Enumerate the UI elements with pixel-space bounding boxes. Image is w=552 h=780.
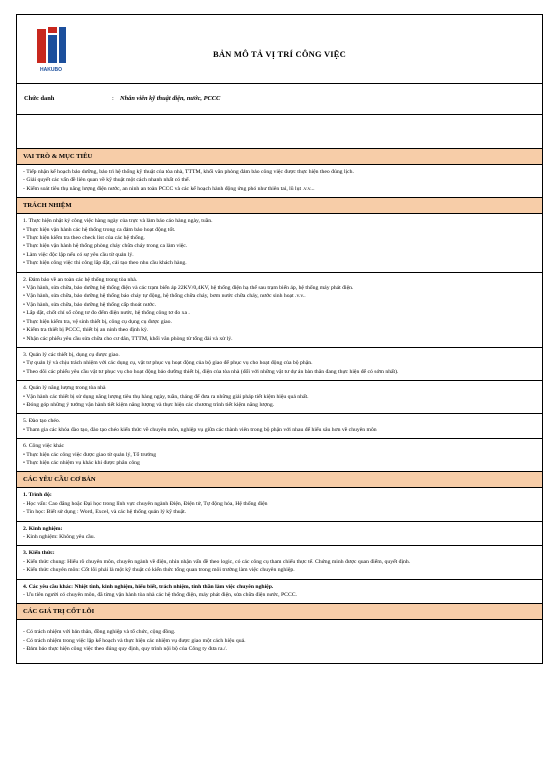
requirement-heading: 3. Kiến thức: (23, 550, 55, 557)
core-value-line: - Có trách nhiệm trong việc lập kế hoạch và thực hiện các nhiệm vụ được giao một cách hiệu quả. (23, 637, 246, 644)
responsibility-line: • Thực hiện kiểm tra, vệ sinh thiết bị, công cụ dụng cụ được giao. (23, 318, 172, 325)
responsibility-line: • Thực hiện vận hành hệ thống phòng cháy chữa cháy trong ca làm việc. (23, 243, 188, 250)
blank-row (17, 115, 542, 149)
responsibility-line: • Thực hiện công việc thi công lắp đặt, cải tạo theo nhu cầu khách hàng. (23, 260, 187, 267)
logo-wordmark: HAKUBO (40, 67, 62, 73)
responsibility-line: • Thực hiện vận hành các hệ thống trong ca đảm bảo hoạt động tốt. (23, 226, 176, 233)
responsibility-line: • Thực hiện các nhiệm vụ khác khi được phân công (23, 459, 140, 466)
requirement-heading: 4. Các yêu cầu khác: Nhiệt tình, kinh nghiệm, hiểu biết, trách nhiệm, tinh thần làm việc chuyên nghiệp. (23, 583, 274, 590)
section-title-core-values: CÁC GIÁ TRỊ CỐT LÕI (17, 604, 542, 620)
requirement-line: - Tin học: Biết sử dụng : Word, Excel, và các hệ thống quản lý kỹ thuật. (23, 509, 187, 516)
position-colon: : (112, 95, 114, 102)
document-header (17, 15, 542, 84)
responsibility-line: 5. Đào tạo chéo. (23, 418, 61, 425)
position-value: Nhân viên kỹ thuật điện, nước, PCCC (120, 95, 221, 102)
responsibility-line: 3. Quản lý các thiết bị, dụng cụ được giao. (23, 351, 120, 358)
requirement-group-1 (17, 488, 542, 521)
responsibility-line: • Lắp đặt, chốt chỉ số công tơ đo đếm điện nước, hệ thống công tơ đo xa . (23, 310, 190, 317)
responsibility-group-3 (17, 348, 542, 381)
responsibility-line: • Tự quản lý và chịu trách nhiệm với các dụng cụ, vật tư phục vụ hoạt động của bộ giao để phục vụ cho hoạt động của bộ phận. (23, 360, 313, 367)
requirement-group-4 (17, 580, 542, 605)
responsibility-group-2 (17, 273, 542, 348)
role-line: - Kiểm soát tiêu thụ năng lượng điện nước, an ninh an toàn PCCC và các kế hoạch hành động ứng phó như thiên tai, lũ lụt .v.v... (23, 185, 315, 192)
responsibility-line: • Vận hành, sửa chữa, bảo dưỡng hệ thống báo cháy tự động, hệ thống chữa cháy, bơm nước chữa cháy, nước sinh hoạt .v.v.. (23, 293, 306, 300)
core-values-content (17, 620, 542, 662)
requirement-line: - Kiến thức chuyên môn: Cốt lõi phải là một kỹ thuật có kiến thức tổng quan trong môi trường làm việc chuyên nghiệp. (23, 567, 295, 574)
requirement-line: - Học vấn: Cao đẳng hoặc Đại học trong lĩnh vực chuyên ngành Điện, Điện tử, Tự động hóa, Hệ thống điện (23, 500, 268, 507)
requirement-line: - Ưu tiên người có chuyên môn, đã từng vận hành tòa nhà các hệ thống điện, máy phát điện, sửa chữa điện nước, PCCC. (23, 592, 297, 599)
section-title-requirements: CÁC YÊU CẦU CƠ BẢN (17, 472, 542, 488)
responsibility-line: • Vận hành, sửa chữa, bảo dưỡng hệ thống điện và các trạm biến áp 22KV/0,4KV, hệ thống điện hạ thế sau trạm biến áp, hệ thống máy phát điện. (23, 285, 354, 292)
responsibility-group-4 (17, 381, 542, 414)
requirement-line: - Kinh nghiệm: Không yêu cầu. (23, 534, 96, 540)
responsibility-line: • Thực hiện kiểm tra theo check list của các hệ thống. (23, 235, 145, 242)
responsibility-line: • Kiểm tra thiết bị PCCC, thiết bị an ninh theo định kỳ. (23, 327, 149, 334)
section-title-role: VAI TRÒ & MỤC TIÊU (17, 149, 542, 165)
job-description-document (16, 14, 543, 664)
section-title-responsibilities: TRÁCH NHIỆM (17, 198, 542, 214)
responsibility-line: 1. Thực hiện nhật ký công việc hàng ngày của trực và làm báo cáo hàng ngày, tuần. (23, 218, 213, 225)
responsibility-line: • Làm việc độc lập nếu có sự yêu cầu từ quản lý. (23, 251, 134, 258)
responsibility-line: • Đóng góp những ý tưởng vận hành tiết kiệm năng lượng và thực hiện các chương trình tiết kiệm năng lượng. (23, 401, 275, 408)
responsibility-line: • Theo dõi các phiếu yêu cầu vật tư phục vụ cho hoạt động bảo dưỡng thiết bị, điện của tòa nhà (đối với những vật tư dự án bàn thân đang thực hiện để có sớm nhất). (23, 368, 399, 375)
requirement-heading: 2. Kinh nghiệm: (23, 525, 63, 532)
requirement-group-3 (17, 546, 542, 579)
responsibility-group-6 (17, 439, 542, 472)
responsibility-line: • Thực hiện các công việc được giao từ quản lý, Tổ trưởng (23, 451, 157, 458)
responsibility-line: • Nhận các phiếu yêu cầu sửa chữa cho cư dân, TTTM, khối văn phòng từ tổng đài và xử lý. (23, 335, 233, 342)
position-row (17, 84, 542, 115)
responsibility-group-1 (17, 214, 542, 272)
core-value-line: - Có trách nhiệm với bản thân, đồng nghiệp và tổ chức, cộng đồng. (23, 629, 176, 636)
requirement-line: - Kiến thức chung: Hiểu rõ chuyên môn, chuyên ngành về điện, nhìn nhận vấn đề theo logic, có các công cụ tham chiếu thực tế. Chứng minh được quan điểm, quyết định. (23, 558, 411, 565)
responsibility-line: • Vận hành các thiết bị sử dụng năng lượng tiêu thụ hàng ngày, tuần, tháng để đưa ra những giải pháp tiết kiệm hiệu quả nhất. (23, 393, 309, 400)
role-content (17, 165, 542, 198)
role-line: - Tiếp nhận kế hoạch bảo dưỡng, bảo trì hệ thống kỹ thuật của tòa nhà, TTTM, khối văn phòng đảm bảo công việc được thực hiện theo đúng lịch. (23, 169, 354, 175)
responsibility-line: 2. Đảm bảo về an toàn các hệ thống trong tòa nhà. (23, 276, 138, 283)
requirement-group-2 (17, 522, 542, 547)
responsibility-line: 4. Quản lý năng lượng trong tòa nhà (23, 385, 106, 392)
document-title: BẢN MÔ TẢ VỊ TRÍ CÔNG VIỆC (212, 49, 347, 59)
responsibility-line: 6. Công việc khác (23, 443, 65, 450)
requirement-heading: 1. Trình độ: (23, 492, 52, 499)
responsibility-line: • Vận hành, sửa chữa, bảo dưỡng hệ thống cấp thoát nước. (23, 301, 157, 308)
responsibility-line: • Tham gia các khóa đào tạo, đào tạo chéo kiến thức về chuyên môn, nghiệp vụ giữa các thành viên trong bộ phận với nhau để hiểu sâu hơn về chuyên môn (23, 426, 377, 433)
position-label: Chức danh (24, 95, 55, 102)
responsibility-group-5 (17, 414, 542, 439)
role-line: - Giải quyết các vấn đề liên quan về kỹ thuật một cách nhanh nhất có thể. (23, 177, 190, 184)
core-value-line: - Đảm bảo thực hiện công việc theo đúng quy định, quy trình nội bộ của Công ty đưa ra./. (23, 646, 227, 653)
